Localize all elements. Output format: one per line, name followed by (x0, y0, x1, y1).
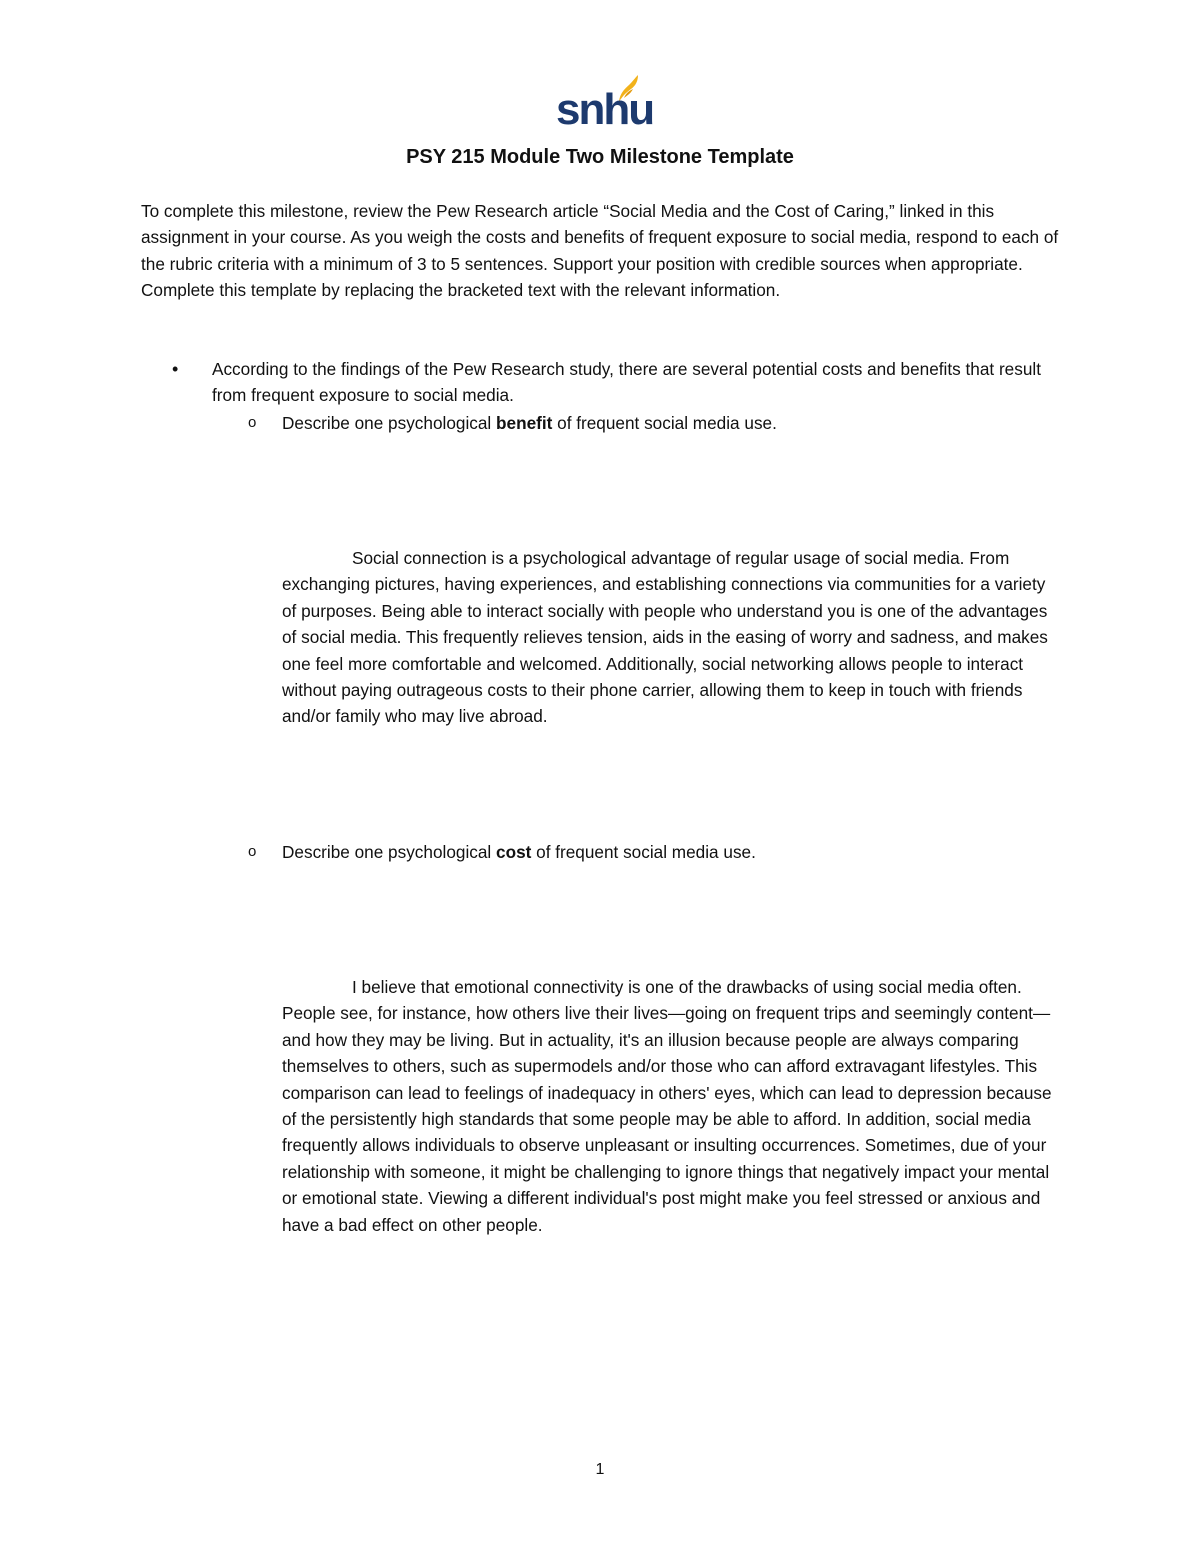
sub-bullet-marker: o (248, 414, 257, 431)
sub-bullet-marker: o (248, 843, 257, 860)
prompt-keyword: cost (496, 842, 532, 862)
answer-benefit: Social connection is a psychological advantage of regular usage of social media. From exchanging pictures, having experiences, and establishing connections via communities for a variety of purposes. Being able to interact socially with people who understand you is one of the advantages of social media. This frequently relieves tension, aids in the easing of worry and sadness, and makes one feel more comfortable and welcomed. Additionally, social networking allows people to interact without paying outrageous costs to their phone carrier, allowing them to keep in touch with friends and/or family who may live abroad. (282, 548, 1048, 727)
answer-cost: I believe that emotional connectivity is one of the drawbacks of using social media often. People see, for instance, how others live their lives—going on frequent trips and seemingly content—and how they may be living. But in actuality, it's an illusion because people are always comparing themselves to others, such as supermodels and/or those who can afford extravagant lifestyles. This comparison can lead to feelings of inadequacy in others' eyes, which can lead to depression because of the persistently high standards that some people may be able to afford. In addition, social media frequently allows individuals to observe unpleasant or insulting occurrences. Sometimes, due of your relationship with someone, it might be challenging to ignore things that negatively impact your mental or emotional state. Viewing a different individual's post might make you feel stressed or anxious and have a bad effect on other people. (282, 977, 1052, 1235)
logo-wordmark: snhu (556, 85, 654, 134)
prompt-suffix: of frequent social media use. (531, 842, 756, 862)
prompt-prefix: Describe one psychological (282, 413, 497, 433)
page-number: 1 (595, 1461, 605, 1478)
prompt-suffix: of frequent social media use. (552, 413, 777, 433)
snhu-logo (556, 74, 654, 134)
prompt-text (282, 839, 1062, 865)
bullet-marker: • (172, 359, 179, 379)
bullet-text: According to the findings of the Pew Research study, there are several potential costs and benefits that result from frequent exposure to social media. (212, 359, 1041, 406)
prompt-keyword: benefit (496, 413, 553, 433)
prompt-text (282, 410, 1062, 436)
intro-paragraph: To complete this milestone, review the Pew Research article “Social Media and the Cost of Caring,” linked in this assignment in your course. As you weigh the costs and benefits of frequent exposure to social media, respond to each of the rubric criteria with a minimum of 3 to 5 sentences. Support your position with credible sources when appropriate. Complete this template by replacing the bracketed text with the relevant information. (141, 201, 1059, 301)
page-title: PSY 215 Module Two Milestone Template (406, 146, 794, 168)
prompt-prefix: Describe one psychological (282, 842, 497, 862)
